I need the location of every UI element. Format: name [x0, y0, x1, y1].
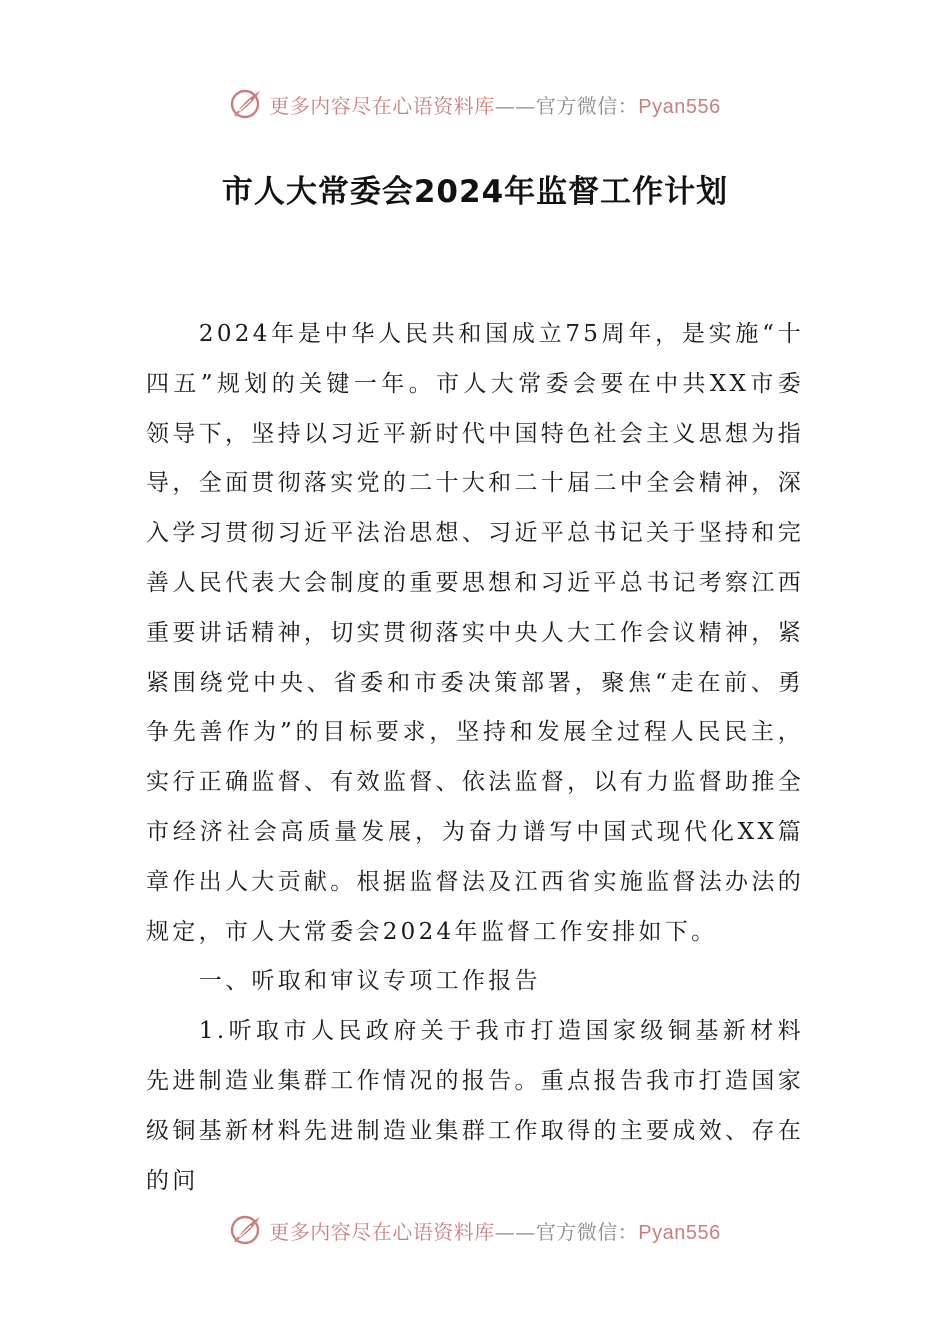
document-body [146, 310, 804, 1206]
banner-main-text: 更多内容尽在心语资料库 [269, 1219, 495, 1244]
paragraph-intro: 2024年是中华人民共和国成立75周年，是实施“十四五”规划的关键一年。市人大常委会要在中共XX市委领导下，坚持以习近平新时代中国特色社会主义思想为指导，全面贯彻落实党的二十大和二十届二中全会精神，深入学习贯彻习近平法治思想、习近平总书记关于坚持和完善人民代表大会制度的重要思想和习近平总书记考察江西重要讲话精神，切实贯彻落实中央人大工作会议精神，紧紧围绕党中央、省委和市委决策部署，聚焦“走在前、勇争先善作为”的目标要求，坚持和发展全过程人民民主，实行正确监督、有效监督、依法监督，以有力监督助推全市经济社会高质量发展，为奋力谱写中国式现代化XX篇章作出人大贡献。根据监督法及江西省实施监督法办法的规定，市人大常委会2024年监督工作安排如下。 [146, 321, 804, 945]
quill-pen-logo-icon [229, 86, 265, 122]
document-title: 市人大常委会2024年监督工作计划 [221, 174, 729, 210]
banner-separator: —— [494, 93, 536, 118]
banner-main-text: 更多内容尽在心语资料库 [269, 93, 495, 118]
footer-banner [0, 1210, 950, 1250]
banner-separator: —— [494, 1219, 536, 1244]
banner-text [269, 1216, 720, 1245]
banner-wechat-label: 官方微信： [535, 93, 639, 118]
paragraph-item-1: 1.听取市人民政府关于我市打造国家级铜基新材料先进制造业集群工作情况的报告。重点报告我市打造国家级铜基新材料先进制造业集群工作取得的主要成效、存在的问 [146, 1018, 804, 1194]
banner-text [269, 90, 720, 119]
section-heading: 一、听取和审议专项工作报告 [198, 968, 541, 995]
banner-wechat-label: 官方微信： [535, 1219, 639, 1244]
banner-wechat-id: Pyan556 [638, 1221, 721, 1244]
banner-wechat-id: Pyan556 [638, 95, 721, 118]
header-banner [0, 84, 950, 124]
quill-pen-logo-icon [229, 1212, 265, 1248]
